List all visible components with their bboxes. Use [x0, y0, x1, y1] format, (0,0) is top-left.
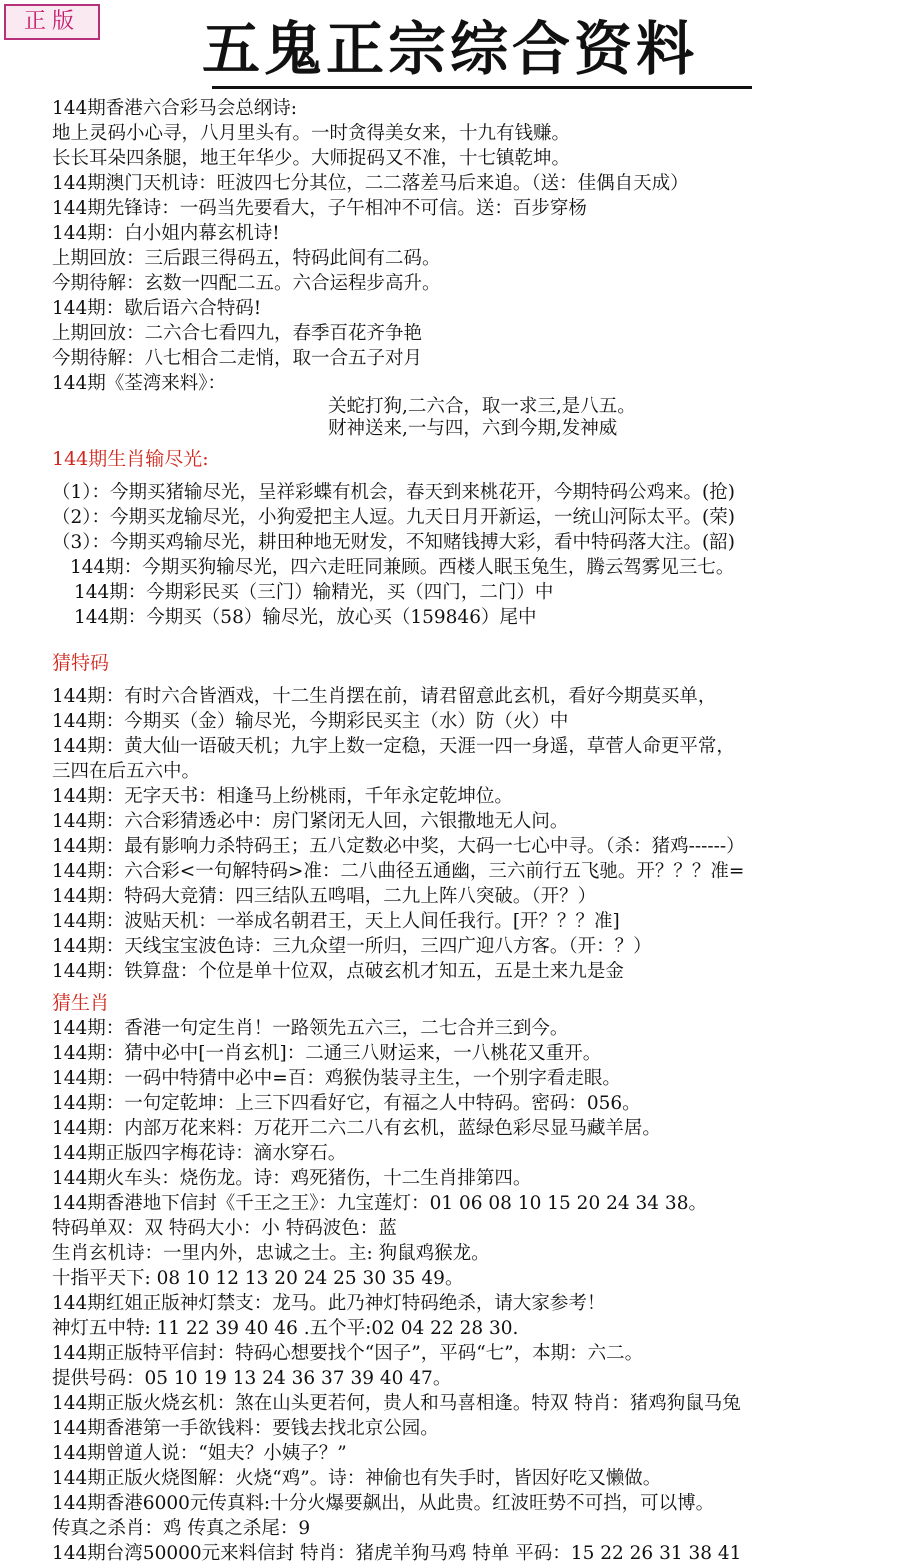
- text-line: 特码单双：双 特码大小：小 特码波色：蓝: [52, 1218, 397, 1239]
- text-line: 144期：波贴天机：一举成名朝君王，天上人间任我行。[开？？？准]: [52, 911, 620, 932]
- text-line: 长长耳朵四条腿，地王年华少。大师捉码又不准，十七镇乾坤。: [52, 148, 571, 169]
- text-line: 144期红姐正版神灯禁支：龙马。此乃神灯特码绝杀，请大家参考！: [52, 1293, 606, 1314]
- text-line: 财神送来,一与四，六到今期,发神威: [328, 418, 618, 439]
- text-line: 三四在后五六中。: [52, 761, 201, 782]
- section-heading: 猜特码: [52, 652, 110, 674]
- text-line: 144期：猜中必中[一肖玄机]：二通三八财运来，一八桃花又重开。: [52, 1043, 602, 1064]
- text-line: 144期：内部万花来料：万花开二六二八有玄机，蓝绿色彩尽显马藏羊居。: [52, 1118, 661, 1139]
- text-line: 144期香港第一手欲钱料：要钱去找北京公园。: [52, 1418, 439, 1439]
- text-line: 144期香港地下信封《千王之王》：九宝莲灯：01 06 08 10 15 20 24 34 38。: [52, 1193, 707, 1214]
- text-line: 今期待解：八七相合二走悄，取一合五子对月: [52, 348, 423, 369]
- text-line: 144期：六合彩猜透必中：房门紧闭无人回，六银撒地无人问。: [52, 811, 569, 832]
- text-line: 144期：今期彩民买（三门）输精光，买（四门，二门）中: [74, 582, 554, 603]
- genuine-badge: 正版: [4, 4, 100, 40]
- text-line: 144期：黄大仙一语破天机；九宇上数一定稳，天涯一四一身遥，草菅人命更平常，: [52, 736, 735, 757]
- text-line: 144期正版特平信封：特码心想要找个“因子”，平码“七”，本期：六二。: [52, 1343, 644, 1364]
- text-line: 今期待解：玄数一四配二五。六合运程步高升。: [52, 273, 441, 294]
- section-heading: 猜生肖: [52, 992, 110, 1014]
- text-line: 144期火车头：烧伤龙。诗：鸡死猪伤，十二生肖排第四。: [52, 1168, 532, 1189]
- text-line: 关蛇打狗,二六合，取一求三,是八五。: [328, 396, 636, 417]
- text-line: 144期正版四字梅花诗：滴水穿石。: [52, 1143, 347, 1164]
- text-line: （2）：今期买龙输尽光，小狗爱把主人逗。九天日月开新运，一统山河际太平。(荣): [52, 507, 735, 528]
- text-line: 144期：特码大竞猜：四三结队五鸣唱，二九上阵八突破。（开？）: [52, 886, 597, 907]
- text-line: 144期：歇后语六合特码!: [52, 298, 262, 319]
- text-line: （1）：今期买猪输尽光，呈祥彩蝶有机会，春天到来桃花开，今期特码公鸡来。(抢): [52, 482, 735, 503]
- content-body: [52, 96, 900, 1566]
- text-line: 144期：无字天书：相逢马上纷桃雨，千年永定乾坤位。: [52, 786, 513, 807]
- text-line: 144期正版火烧玄机：煞在山头更若何，贵人和马喜相逢。特双 特肖：猪鸡狗鼠马兔: [52, 1393, 741, 1414]
- section-heading: 144期生肖输尽光:: [52, 448, 209, 470]
- text-line: 144期曾道人说：“姐夫？小姨子？”: [52, 1443, 347, 1464]
- text-line: 144期正版火烧图解：火烧“鸡”。诗：神偷也有失手时，皆因好吃又懒做。: [52, 1468, 662, 1489]
- text-line: 神灯五中特: 11 22 39 40 46 .五个平:02 04 22 28 30.: [52, 1318, 519, 1339]
- text-line: 144期：今期买（金）输尽光，今期彩民买主（水）防（火）中: [52, 711, 569, 732]
- text-line: 上期回放：二六合七看四九，春季百花齐争艳: [52, 323, 423, 344]
- text-line: 提供号码：05 10 19 13 24 36 37 39 40 47。: [52, 1368, 452, 1389]
- text-line: 144期：铁算盘：个位是单十位双，点破玄机才知五，五是土来九是金: [52, 961, 624, 982]
- text-line: 144期：一句定乾坤：上三下四看好它，有福之人中特码。密码：056。: [52, 1093, 641, 1114]
- text-line: 144期：香港一句定生肖！一路领先五六三，二七合并三到今。: [52, 1018, 569, 1039]
- text-line: 地上灵码小心寻，八月里头有。一时贪得美女来，十九有钱赚。: [52, 123, 571, 144]
- text-line: 生肖玄机诗：一里内外，忠诚之士。主: 狗鼠鸡猴龙。: [52, 1243, 490, 1264]
- text-line: 传真之杀肖：鸡 传真之杀尾：9: [52, 1518, 311, 1539]
- text-line: 上期回放：三后跟三得码五，特码此间有二码。: [52, 248, 441, 269]
- text-line: 144期：今期买狗输尽光，四六走旺同兼顾。西楼人眠玉兔生，腾云驾雾见三七。: [70, 557, 735, 578]
- text-line: 144期：六合彩<一句解特码>准：二八曲径五通幽，三六前行五飞驰。开？？？准=: [52, 861, 745, 882]
- text-line: 144期：有时六合皆酒戏，十二生肖摆在前，请君留意此玄机，看好今期莫买单，: [52, 686, 717, 707]
- page-title: 五鬼正宗综合资料: [201, 15, 698, 83]
- text-line: 144期香港六合彩马会总纲诗:: [52, 98, 298, 119]
- text-line: （3）：今期买鸡输尽光，耕田种地无财发，不知赌钱搏大彩，看中特码落大注。(韶): [52, 532, 735, 553]
- text-line: 144期先锋诗：一码当先要看大，子午相冲不可信。送：百步穿杨: [52, 198, 587, 219]
- text-line: 144期：今期买（58）输尽光，放心买（159846）尾中: [74, 607, 537, 628]
- text-line: 144期香港6000元传真料:十分火爆要飙出，从此贵。红波旺势不可挡，可以博。: [52, 1493, 715, 1514]
- text-line: 十指平天下: 08 10 12 13 20 24 25 30 35 49。: [52, 1268, 464, 1289]
- text-line: 144期《荃湾来料》：: [52, 373, 227, 394]
- text-line: 144期澳门天机诗：旺波四七分其位，二二落差马后来追。（送：佳偶自天成）: [52, 173, 689, 194]
- text-line: 144期台湾50000元来料信封 特肖：猪虎羊狗马鸡 特单 平码：15 22 26 31 38 41: [52, 1543, 742, 1564]
- text-line: 144期：天线宝宝波色诗：三九众望一所归，三四广迎八方客。（开：？）: [52, 936, 652, 957]
- text-line: 144期：白小姐内幕玄机诗!: [52, 223, 280, 244]
- text-line: 144期：最有影响力杀特码王；五八定数必中奖，大码一七心中寻。（杀：猪鸡------）: [52, 836, 745, 857]
- text-line: 144期：一码中特猜中必中=百：鸡猴伪装寻主生，一个别字看走眼。: [52, 1068, 621, 1089]
- title-underline: [212, 86, 752, 89]
